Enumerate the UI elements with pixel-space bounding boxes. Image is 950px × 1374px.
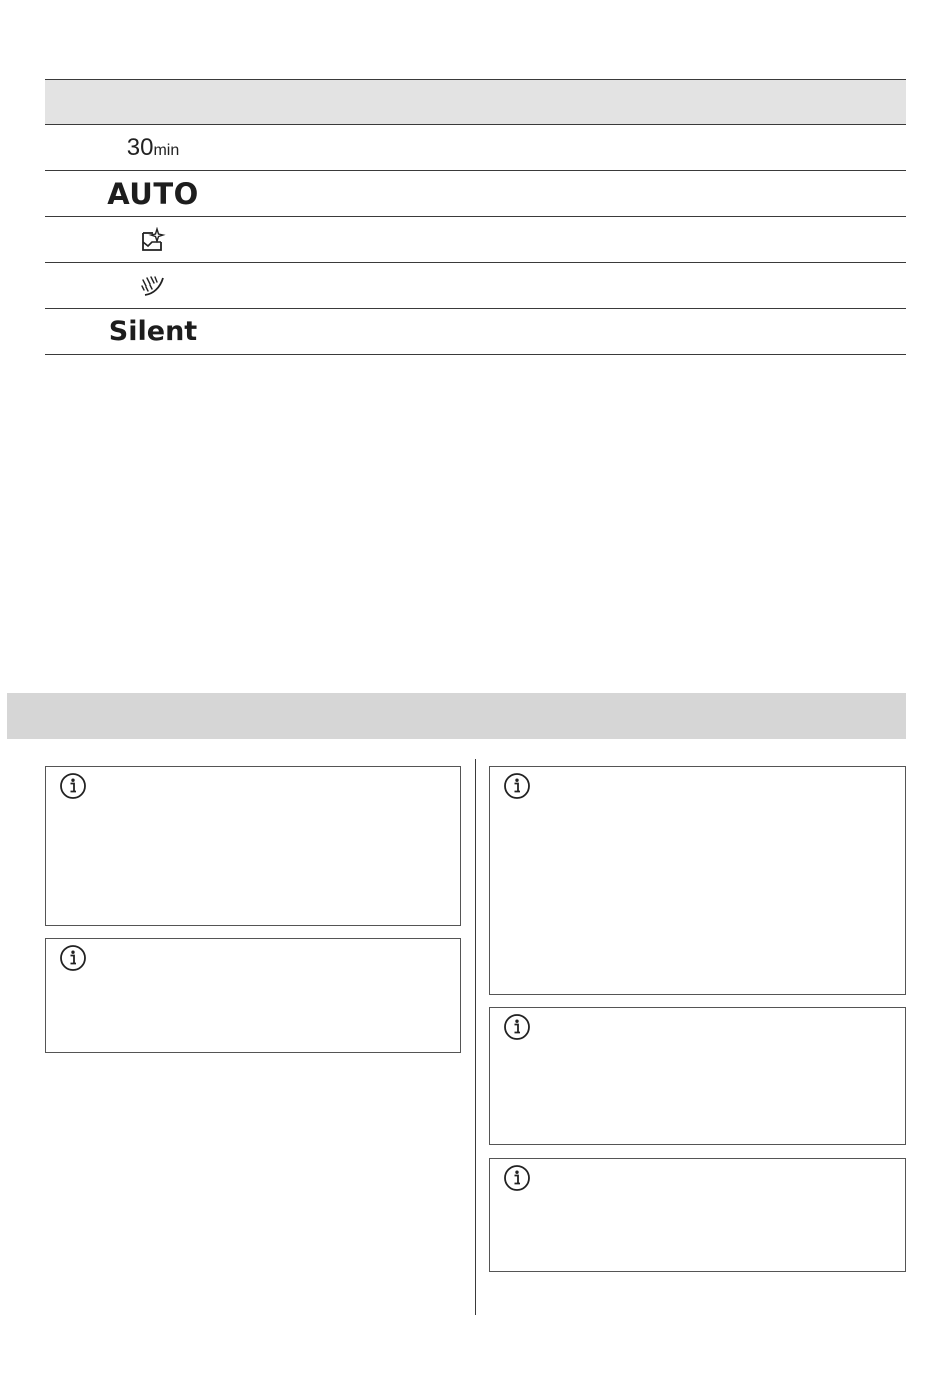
- 30min-symbol: 30min: [126, 133, 180, 161]
- table-row: [45, 125, 906, 171]
- symbol-cell: [45, 217, 261, 262]
- table-row: [45, 309, 906, 355]
- table-row: [45, 217, 906, 263]
- info-icon: [503, 1013, 531, 1041]
- extra-dry-icon: [139, 227, 167, 253]
- program-table: [45, 79, 906, 355]
- info-icon: [503, 772, 531, 800]
- silent-symbol: Silent: [108, 316, 198, 347]
- section-heading-band: [7, 693, 906, 739]
- auto-symbol: AUTO: [107, 176, 199, 211]
- info-box: [489, 766, 906, 995]
- symbol-cell: [45, 171, 261, 216]
- table-row: [45, 263, 906, 309]
- table-header: [45, 80, 906, 125]
- info-box: [45, 766, 461, 926]
- info-icon: [59, 944, 87, 972]
- symbol-cell: [45, 309, 261, 354]
- info-box: [489, 1158, 906, 1272]
- symbol-cell: [45, 263, 261, 308]
- spray-icon: [139, 274, 167, 298]
- info-box: [489, 1007, 906, 1145]
- info-box: [45, 938, 461, 1053]
- symbol-cell: [45, 125, 261, 170]
- info-icon: [503, 1164, 531, 1192]
- table-row: [45, 171, 906, 217]
- info-icon: [59, 772, 87, 800]
- column-divider: [475, 759, 476, 1315]
